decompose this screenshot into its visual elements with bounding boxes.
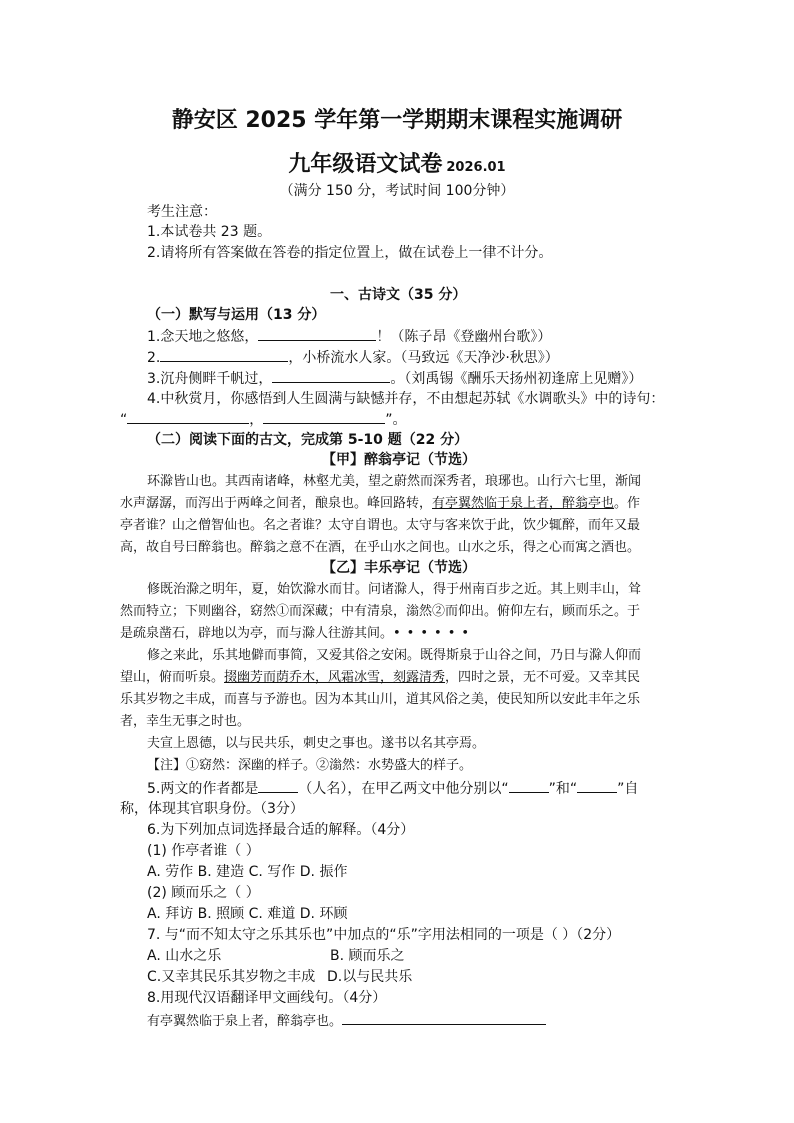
question-6-2-options: A. 拜访 B. 照顾 C. 难道 D. 环顾 [147, 906, 348, 922]
passage-b-note: 【注】①窈然：深幽的样子。②滃然：水势盛大的样子。 [147, 758, 473, 773]
q3-blank[interactable] [272, 368, 390, 383]
notice-item-2: 2.请将所有答案做在答卷的指定位置上，做在试卷上一律不计分。 [147, 245, 553, 261]
q4-blank-1[interactable] [127, 409, 249, 424]
question-5 [147, 778, 638, 799]
q5-text-c: ”和“ [548, 781, 578, 797]
question-6-1-options: A. 劳作 B. 建造 C. 写作 D. 振作 [147, 864, 348, 880]
question-4: 4.中秋赏月，你感悟到人生圆满与缺憾并存，不由想起苏轼《水调歌头》中的诗句： [147, 391, 665, 407]
q3-text-b: 。（刘禹锡《酬乐天扬州初逢席上见赠》） [390, 371, 643, 387]
part-2-heading: （二）阅读下面的古文，完成第 5-10 题（22 分） [147, 432, 469, 448]
question-6-2: (2) 顾而乐之（ ） [147, 885, 260, 901]
q5-blank-1[interactable] [258, 778, 298, 793]
q5-blank-2[interactable] [509, 778, 549, 793]
passage-a-line-2-b: 。作 [614, 496, 641, 511]
q2-text-b: ，小桥流水人家。（马致远《天净沙·秋思》） [288, 350, 559, 366]
exam-subtitle [0, 147, 794, 178]
passage-a-line-4: 高，故自号曰醉翁也。醉翁之意不在酒，在乎山水之间也。山水之乐，得之心而寓之酒也。 [120, 540, 641, 555]
q4-blank-2[interactable] [263, 409, 385, 424]
passage-b-line-3-text: 是疏泉凿石，辟地以为亭，而与滁人往游其间。 [120, 626, 394, 641]
question-8-answer [147, 1010, 546, 1032]
q4-open-quote: “ [120, 412, 128, 428]
notice-item-1: 1.本试卷共 23 题。 [147, 224, 272, 240]
q1-text-b: ！（陈子昂《登幽州台歌》） [376, 329, 552, 345]
passage-a-line-1: 环滁皆山也。其西南诸峰，林壑尤美，望之蔚然而深秀者，琅琊也。山行六七里，渐闻 [147, 474, 642, 489]
section-heading: 一、古诗文（35 分） [330, 287, 467, 303]
notice-heading: 考生注意： [147, 204, 217, 220]
question-7-option-c: C.又幸其民乐其岁物之丰成 [147, 969, 316, 985]
passage-b-line-1: 修既治滁之明年，夏，始饮滁水而甘。问诸滁人，得于州南百步之近。其上则丰山，耸 [147, 582, 642, 597]
q8-sentence: 有亭翼然临于泉上者，醉翁亭也。 [147, 1014, 343, 1029]
passage-b-line-4: 修之来此，乐其地僻而事简，又爱其俗之安闲。既得斯泉于山谷之间，乃日与滁人仰而 [147, 648, 642, 663]
q5-blank-3[interactable] [577, 778, 617, 793]
passage-b-line-2: 然而特立；下则幽谷，窈然①而深藏；中有清泉，滃然②而仰出。俯仰左右，顾而乐之。于 [120, 604, 641, 619]
part-1-heading: （一）默写与运用（13 分） [147, 307, 326, 323]
question-7-option-a: A. 山水之乐 [147, 948, 222, 964]
passage-a-line-2 [120, 494, 640, 514]
q5-text-a: 5.两文的作者都是 [147, 781, 259, 797]
passage-b-line-6: 乐其岁物之丰成，而喜与予游也。因为本其山川，道其风俗之美，使民知所以安此丰年之乐 [120, 692, 641, 707]
passage-b-line-5 [120, 668, 640, 688]
q8-answer-blank[interactable] [342, 1010, 546, 1025]
exam-date: 2026.01 [446, 160, 506, 175]
passage-b-line-5-b: ，四时之景，无不可爱。又幸其民 [445, 670, 641, 685]
subject-title: 九年级语文试卷 [288, 152, 443, 177]
q2-text-a: 2. [147, 350, 161, 366]
question-7-option-d: D.以与民共乐 [327, 969, 413, 985]
emphasis-dots: •••••• [393, 626, 476, 641]
q3-text-a: 3.沉舟侧畔千帆过， [147, 371, 273, 387]
question-5-cont: 称，体现其官职身份。（3分） [120, 801, 304, 817]
q1-blank[interactable] [258, 326, 376, 341]
question-7-option-b: B. 顾而乐之 [330, 948, 405, 964]
q4-comma: ， [249, 412, 264, 428]
passage-b-line-5-a: 望山，俯而听泉。 [120, 670, 225, 685]
question-6-1: (1) 作亭者谁（ ） [147, 843, 260, 859]
question-7: 7. 与“而不知太守之乐其乐也”中加点的“乐”字用法相同的一项是（ ）（2分） [147, 927, 621, 943]
passage-a-line-2-a: 水声潺潺，而泻出于两峰之间者，酿泉也。峰回路转， [120, 496, 433, 511]
q4-close-quote: ”。 [385, 412, 407, 428]
exam-title: 静安区 2025 学年第一学期期末课程实施调研 [171, 108, 623, 133]
q5-text-d: ”自 [617, 781, 639, 797]
question-1 [147, 326, 551, 347]
question-2 [147, 347, 559, 368]
passage-a-title: 【甲】醉翁亭记（节选） [322, 452, 476, 468]
q5-text-b: （人名），在甲乙两文中他分别以“ [298, 781, 509, 797]
passage-b-line-8: 夫宣上恩德，以与民共乐，刺史之事也。遂书以名其亭焉。 [147, 736, 486, 751]
question-8: 8.用现代汉语翻译甲文画线句。（4分） [147, 990, 387, 1006]
question-4-answer [120, 409, 407, 430]
passage-a-line-3: 亭者谁？山之僧智仙也。名之者谁？太守自谓也。太守与客来饮于此，饮少辄醉，而年又最 [120, 518, 641, 533]
q1-text-a: 1.念天地之悠悠， [147, 329, 259, 345]
score-note: （满分 150 分，考试时间 100分钟） [279, 183, 515, 199]
passage-a-underlined-sentence: 有亭翼然临于泉上者，醉翁亭也 [432, 496, 615, 511]
question-3 [147, 368, 642, 389]
passage-b-line-3 [120, 624, 475, 644]
q2-blank[interactable] [160, 347, 288, 362]
passage-b-line-7: 者，幸生无事之时也。 [120, 714, 251, 729]
passage-b-title: 【乙】丰乐亭记（节选） [322, 560, 476, 576]
passage-b-underlined-sentence: 掇幽芳而荫乔木，风霜冰雪，刻露清秀 [224, 670, 446, 685]
question-6: 6.为下列加点词选择最合适的解释。（4分） [147, 822, 415, 838]
